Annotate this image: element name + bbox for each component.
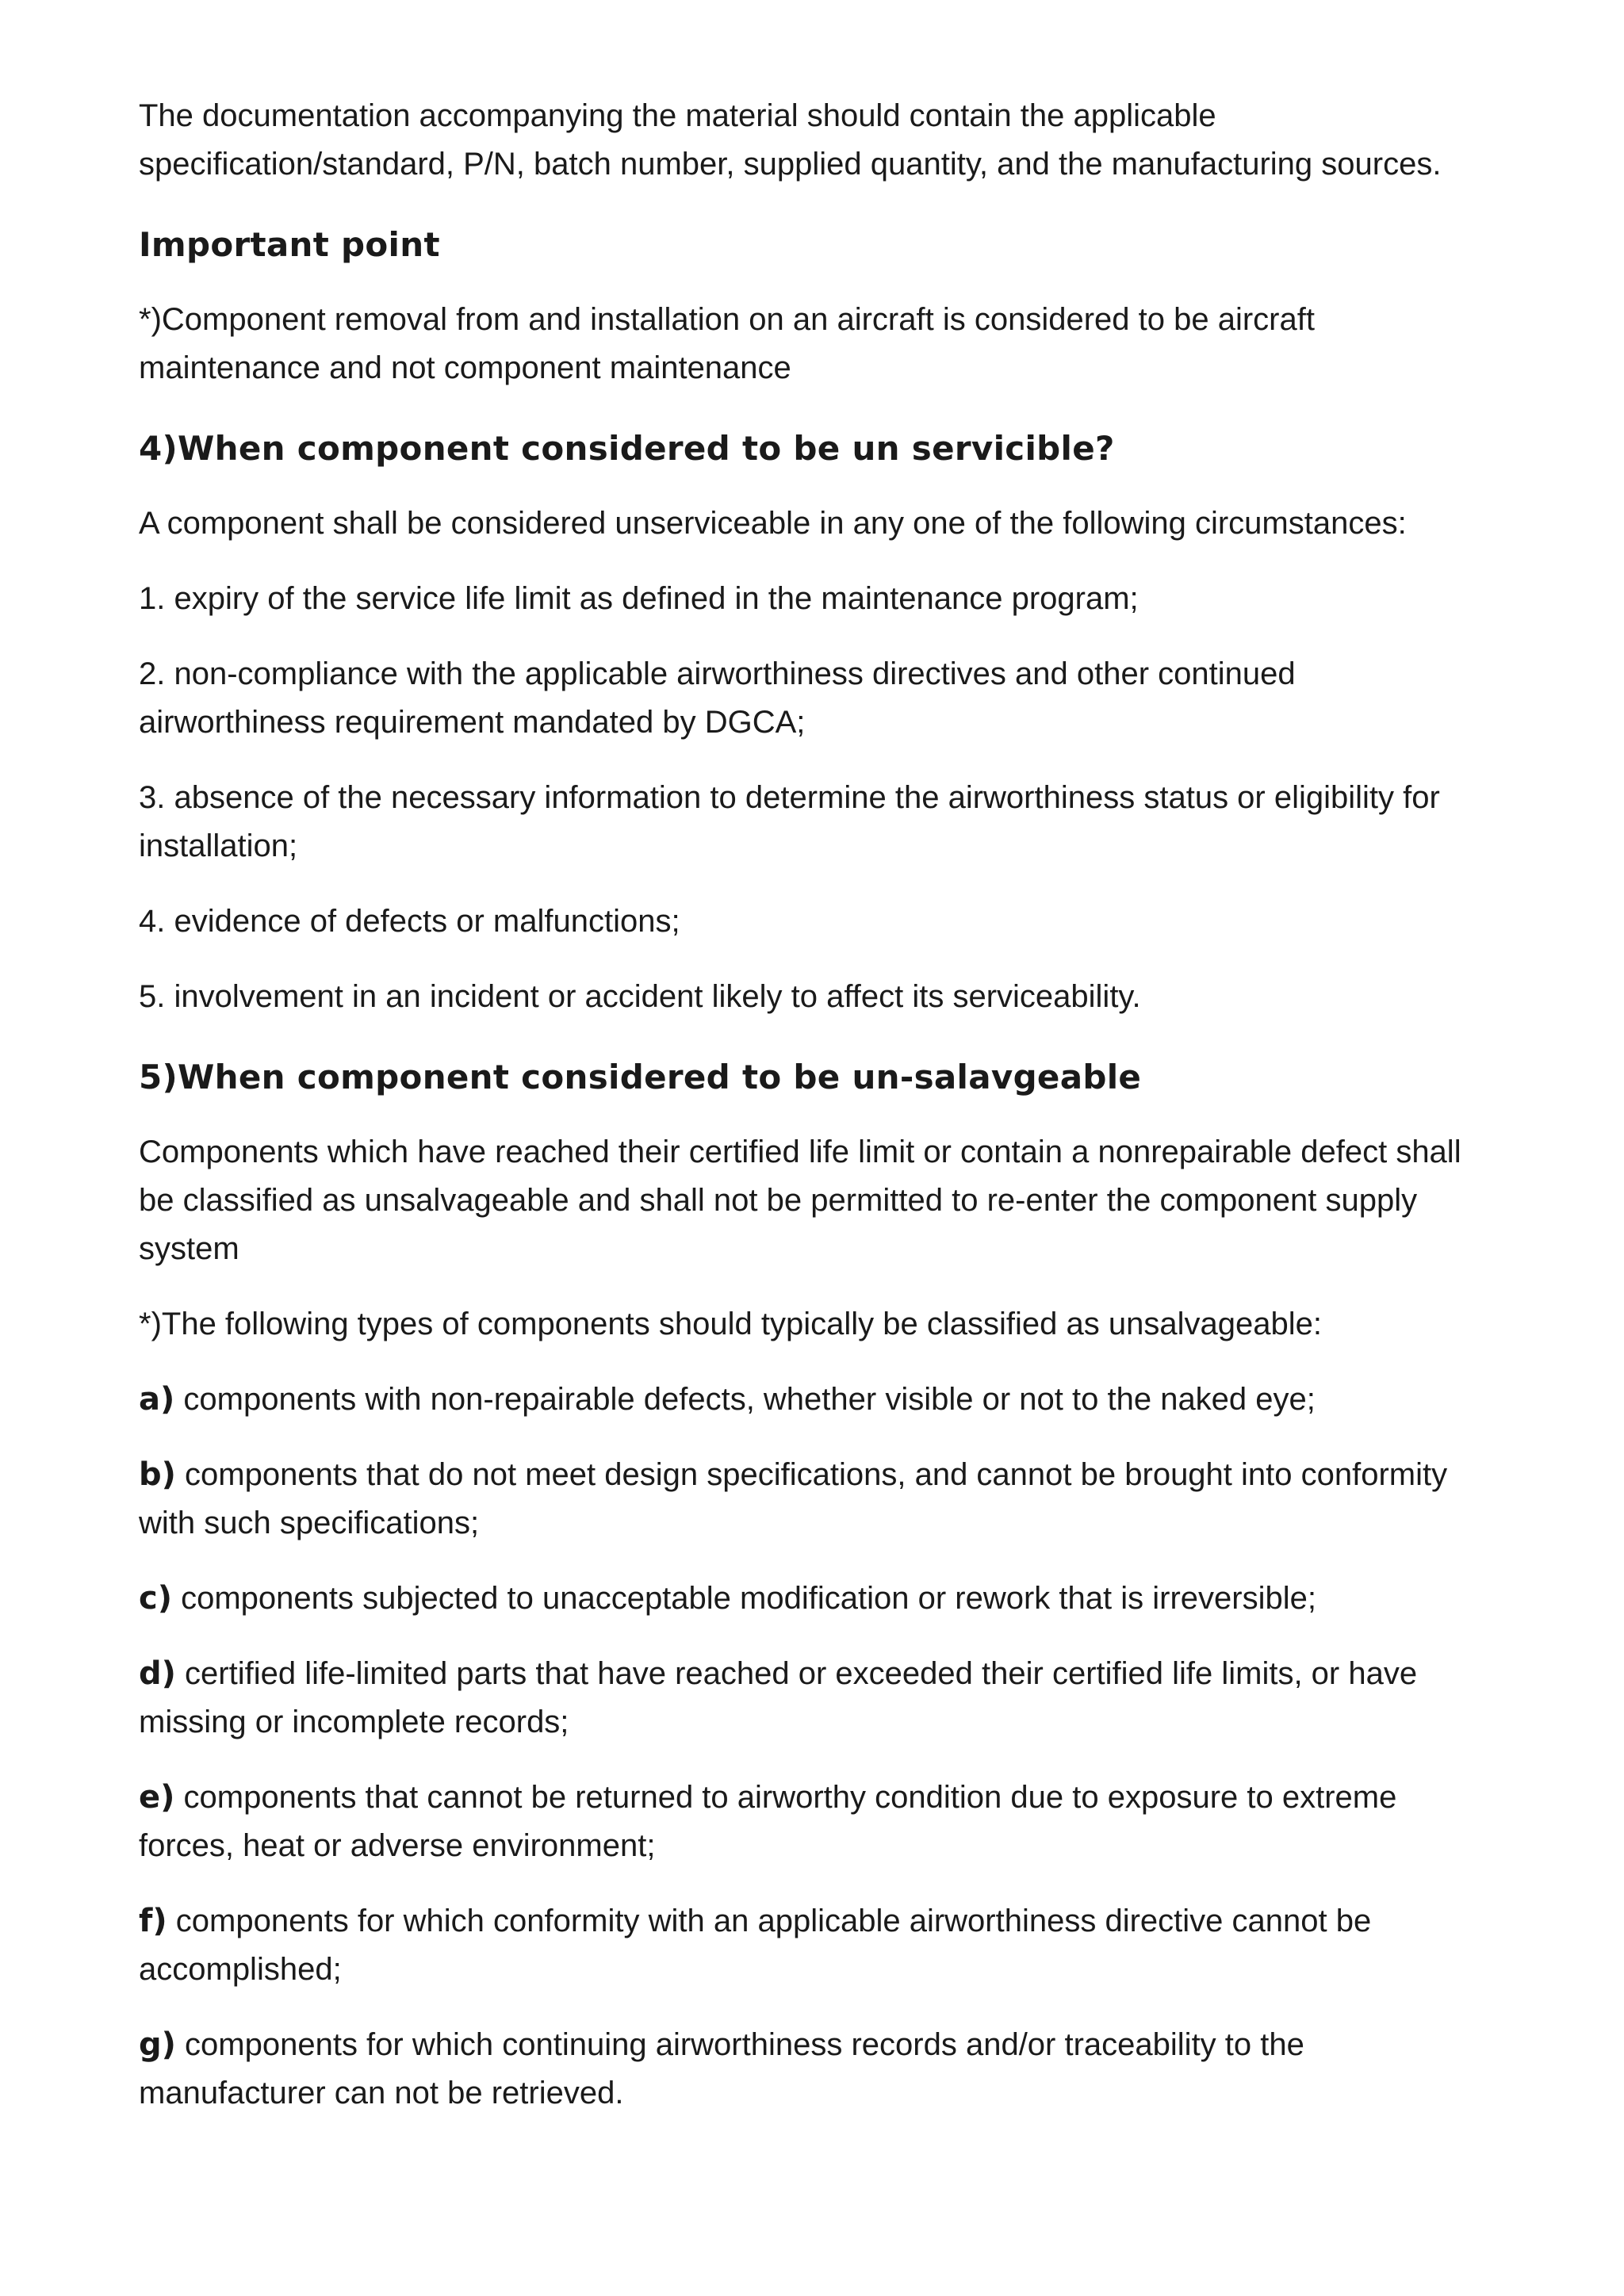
unsalvageable-item [139,1451,1487,1548]
item-label: a) [139,1381,175,1418]
item-label: g) [139,2026,176,2063]
item-text: components subjected to unacceptable modification or rework that is irreversible; [172,1581,1316,1616]
item-label: d) [139,1655,176,1692]
intro-paragraph: The documentation accompanying the material should contain the applicable specification/standard, P/N, batch number, supplied quantity, and the manufacturing sources. [139,98,1442,182]
section-5-heading: 5)When component considered to be un-salavgeable [139,1058,1142,1096]
item-label: b) [139,1456,176,1493]
item-label: c) [139,1580,172,1617]
unserviceable-item: 2. non-compliance with the applicable airworthiness directives and other continued airworthiness requirement mandated by DGCA; [139,656,1296,740]
item-text: certified life-limited parts that have reached or exceeded their certified life limits, or have missing or incomplete records; [139,1656,1418,1739]
important-point-text: *)Component removal from and installation on an aircraft is considered to be aircraft maintenance and not component maintenance [139,302,1315,385]
unsalvageable-item [139,2021,1487,2118]
unsalvageable-item [139,1774,1487,1870]
item-text: components that cannot be returned to airworthy condition due to exposure to extreme forces, heat or adverse environment; [139,1780,1397,1863]
document-page [139,92,1487,2118]
important-point-heading: Important point [139,225,440,264]
unserviceable-item: 3. absence of the necessary information to determine the airworthiness status or eligibility for installation; [139,780,1440,863]
unserviceable-item: 5. involvement in an incident or accident likely to affect its serviceability. [139,979,1141,1014]
item-label: e) [139,1779,175,1816]
section-4-heading: 4)When component considered to be un servicible? [139,429,1115,468]
section-5-note: *)The following types of components should typically be classified as unsalvageable: [139,1307,1322,1341]
section-5-lead: Components which have reached their certified life limit or contain a nonrepairable defect shall be classified as unsalvageable and shall not be permitted to re-enter the component supply system [139,1135,1461,1266]
unserviceable-item: 4. evidence of defects or malfunctions; [139,904,680,939]
unsalvageable-item [139,1575,1487,1623]
unsalvageable-item [139,1650,1487,1747]
item-text: components that do not meet design specifications, and cannot be brought into conformity with such specifications; [139,1457,1448,1540]
unsalvageable-item [139,1897,1487,1994]
item-text: components with non-repairable defects, whether visible or not to the naked eye; [174,1382,1316,1417]
section-4-lead: A component shall be considered unserviceable in any one of the following circumstances: [139,506,1407,541]
item-label: f) [139,1903,167,1939]
item-text: components for which conformity with an applicable airworthiness directive cannot be accomplished; [139,1904,1372,1987]
unsalvageable-item [139,1376,1487,1424]
unserviceable-item: 1. expiry of the service life limit as defined in the maintenance program; [139,581,1139,616]
item-text: components for which continuing airworthiness records and/or traceability to the manufacturer can not be retrieved. [139,2027,1304,2110]
